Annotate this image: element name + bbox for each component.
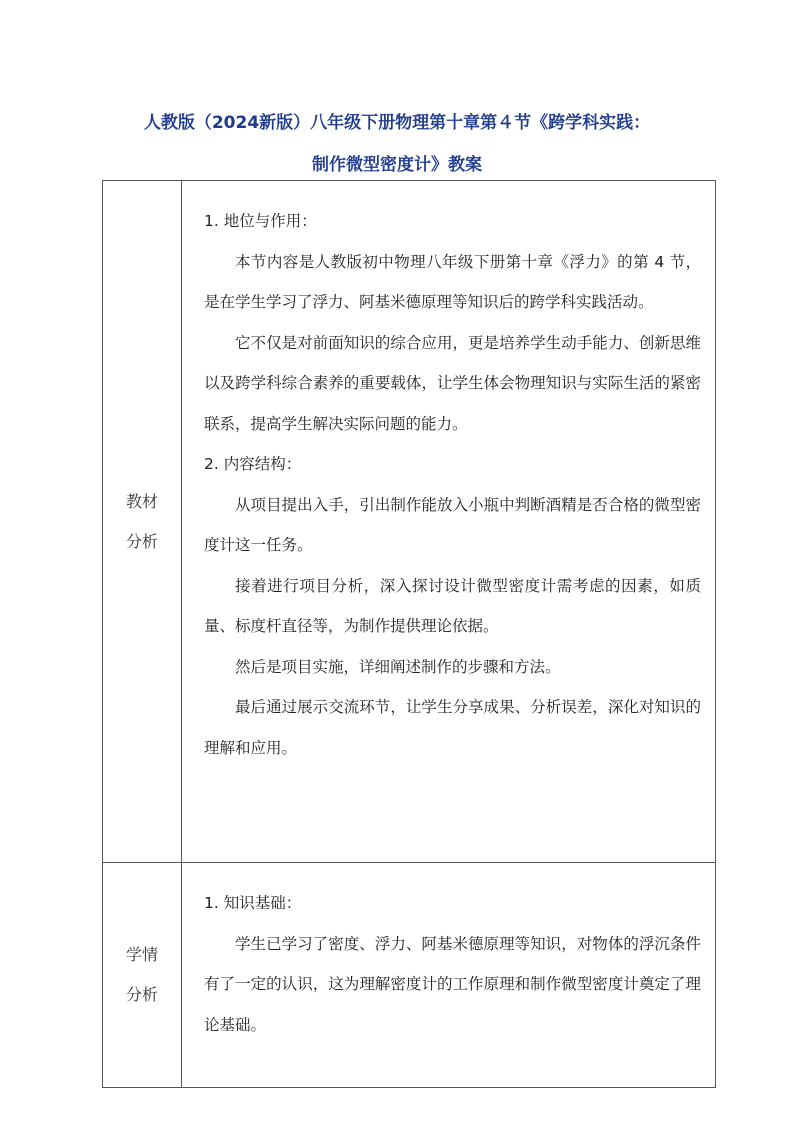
section-content-student-analysis	[182, 863, 716, 1088]
paragraph: 它不仅是对前面知识的综合应用，更是培养学生动手能力、创新思维以及跨学科综合素养的重要载体，让学生体会物理知识与实际生活的紧密联系，提高学生解决实际问题的能力。	[204, 333, 701, 433]
paragraph: 本节内容是人教版初中物理八年级下册第十章《浮力》的第 4 节，是在学生学习了浮力、阿基米德原理等知识后的跨学科实践活动。	[204, 252, 701, 311]
section-label-student-analysis	[103, 863, 182, 1088]
section-label-top: 学情	[125, 945, 158, 964]
paragraph: 学生已学习了密度、浮力、阿基米德原理等知识，对物体的浮沉条件有了一定的认识，这为理解密度计的工作原理和制作微型密度计奠定了理论基础。	[204, 934, 701, 1034]
paragraph: 从项目提出入手，引出制作能放入小瓶中判断酒精是否合格的微型密度计这一任务。	[204, 495, 701, 554]
section-label-bottom: 分析	[125, 531, 158, 551]
lesson-plan-table	[102, 180, 716, 1088]
section-label-bottom: 分析	[125, 985, 158, 1004]
document-title-line-1: 人教版（2024新版）八年级下册物理第十章第４节《跨学科实践：	[143, 113, 651, 133]
subheading-knowledge-foundation: 1. 知识基础：	[204, 894, 302, 912]
table-row-student-analysis	[103, 863, 716, 1088]
paragraph: 接着进行项目分析，深入探讨设计微型密度计需考虑的因素，如质量、标度杆直径等，为制作提供理论依据。	[204, 576, 701, 635]
section-label-top: 教材	[125, 491, 158, 511]
table-row-textbook-analysis	[103, 181, 716, 863]
paragraph: 最后通过展示交流环节，让学生分享成果、分析误差，深化对知识的理解和应用。	[204, 698, 701, 757]
subheading-content-structure: 2. 内容结构：	[204, 455, 302, 473]
subheading-position-and-role: 1. 地位与作用：	[204, 212, 317, 230]
section-content-textbook-analysis	[182, 181, 716, 863]
document-title-line-2: 制作微型密度计》教案	[312, 155, 482, 175]
paragraph: 然后是项目实施，详细阐述制作的步骤和方法。	[235, 657, 561, 676]
section-label-textbook-analysis	[103, 181, 182, 863]
